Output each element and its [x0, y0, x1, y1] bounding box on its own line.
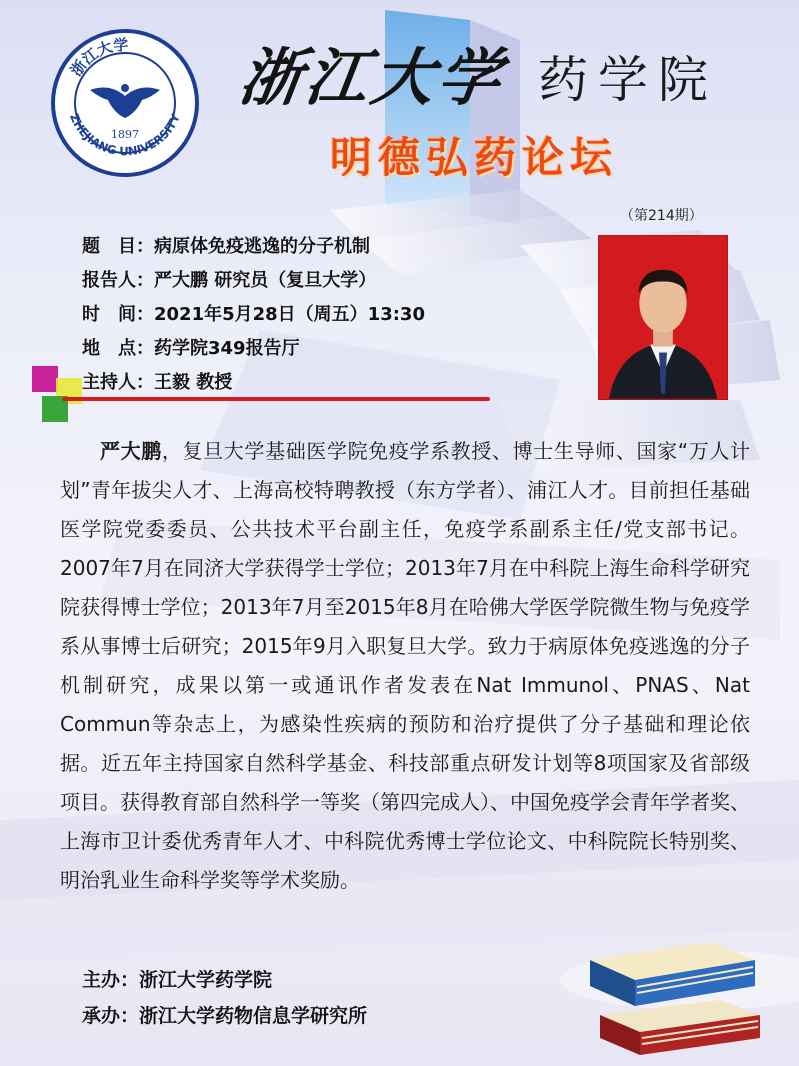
info-label: 主持人： [82, 372, 154, 393]
logo-chinese-text: 浙江大学 [66, 35, 129, 80]
forum-title: 明德弘药论坛 [330, 133, 619, 182]
info-row-speaker [82, 264, 542, 298]
magenta-square [32, 366, 58, 392]
co-host-organizer: 承办：浙江大学药物信息学研究所 [82, 1005, 368, 1027]
info-value-time: 2021年5月28日（周五）13:30 [154, 304, 425, 325]
logo-year: 1897 [111, 128, 139, 141]
info-row-time [82, 298, 542, 332]
bio-name: 严大鹏 [100, 439, 162, 463]
issue-number: （第214期） [620, 208, 703, 224]
red-divider [62, 397, 490, 401]
organizers-block [82, 962, 502, 1034]
info-label: 地 点： [82, 338, 154, 359]
host-organizer: 主办：浙江大学药学院 [82, 969, 273, 991]
info-value-speaker: 严大鹏 研究员（复旦大学） [154, 270, 377, 291]
speaker-bio [60, 432, 750, 900]
info-row-location [82, 332, 542, 366]
info-value-host: 王毅 教授 [154, 372, 233, 393]
logo-english-text: ZHEJIANG UNIVERSITY [67, 111, 183, 159]
talk-info-block [82, 230, 542, 400]
speaker-portrait [598, 235, 728, 400]
school-name-title: 药学院 [538, 51, 718, 109]
info-row-host [82, 366, 542, 400]
info-label: 时 间： [82, 304, 154, 325]
university-calligraphy-title: 浙江大学 [234, 41, 510, 114]
info-label: 题 目： [82, 236, 154, 257]
info-label: 报告人： [82, 270, 154, 291]
bio-text: ，复旦大学基础医学院免疫学系教授、博士生导师、国家“万人计划”青年拔尖人才、上海高校特聘教授（东方学者）、浦江人才。目前担任基础医学院党委委员、公共技术平台副主任，免疫学系副系主任/党支部书记。2007年7月在同济大学获得学士学位；2013年7月在中科院上海生命科学研究院获得博士学位；2013年7月至2015年8月在哈佛大学医学院微生物与免疫学系从事博士后研究；2015年9月入职复旦大学。致力于病原体免疫逃逸的分子机制研究，成果以第一或通讯作者发表在Nat Immunol、PNAS、Nat Commun等杂志上，为感染性疾病的预防和治疗提供了分子基础和理论依据。近五年主持国家自然科学基金、科技部重点研发计划等8项国家及省部级项目。获得教育部自然科学一等奖（第四完成人）、中国免疫学会青年学者奖、上海市卫计委优秀青年人才、中科院优秀博士学位论文、中科院院长特别奖、明治乳业生命科学奖等学术奖励。 [60, 439, 750, 892]
zju-logo-seal [50, 28, 200, 178]
decorative-squares [32, 366, 92, 422]
info-row-title [82, 230, 542, 264]
info-value-location: 药学院349报告厅 [154, 338, 300, 359]
books-icon [580, 920, 770, 1060]
info-value-title: 病原体免疫逃逸的分子机制 [154, 236, 370, 257]
